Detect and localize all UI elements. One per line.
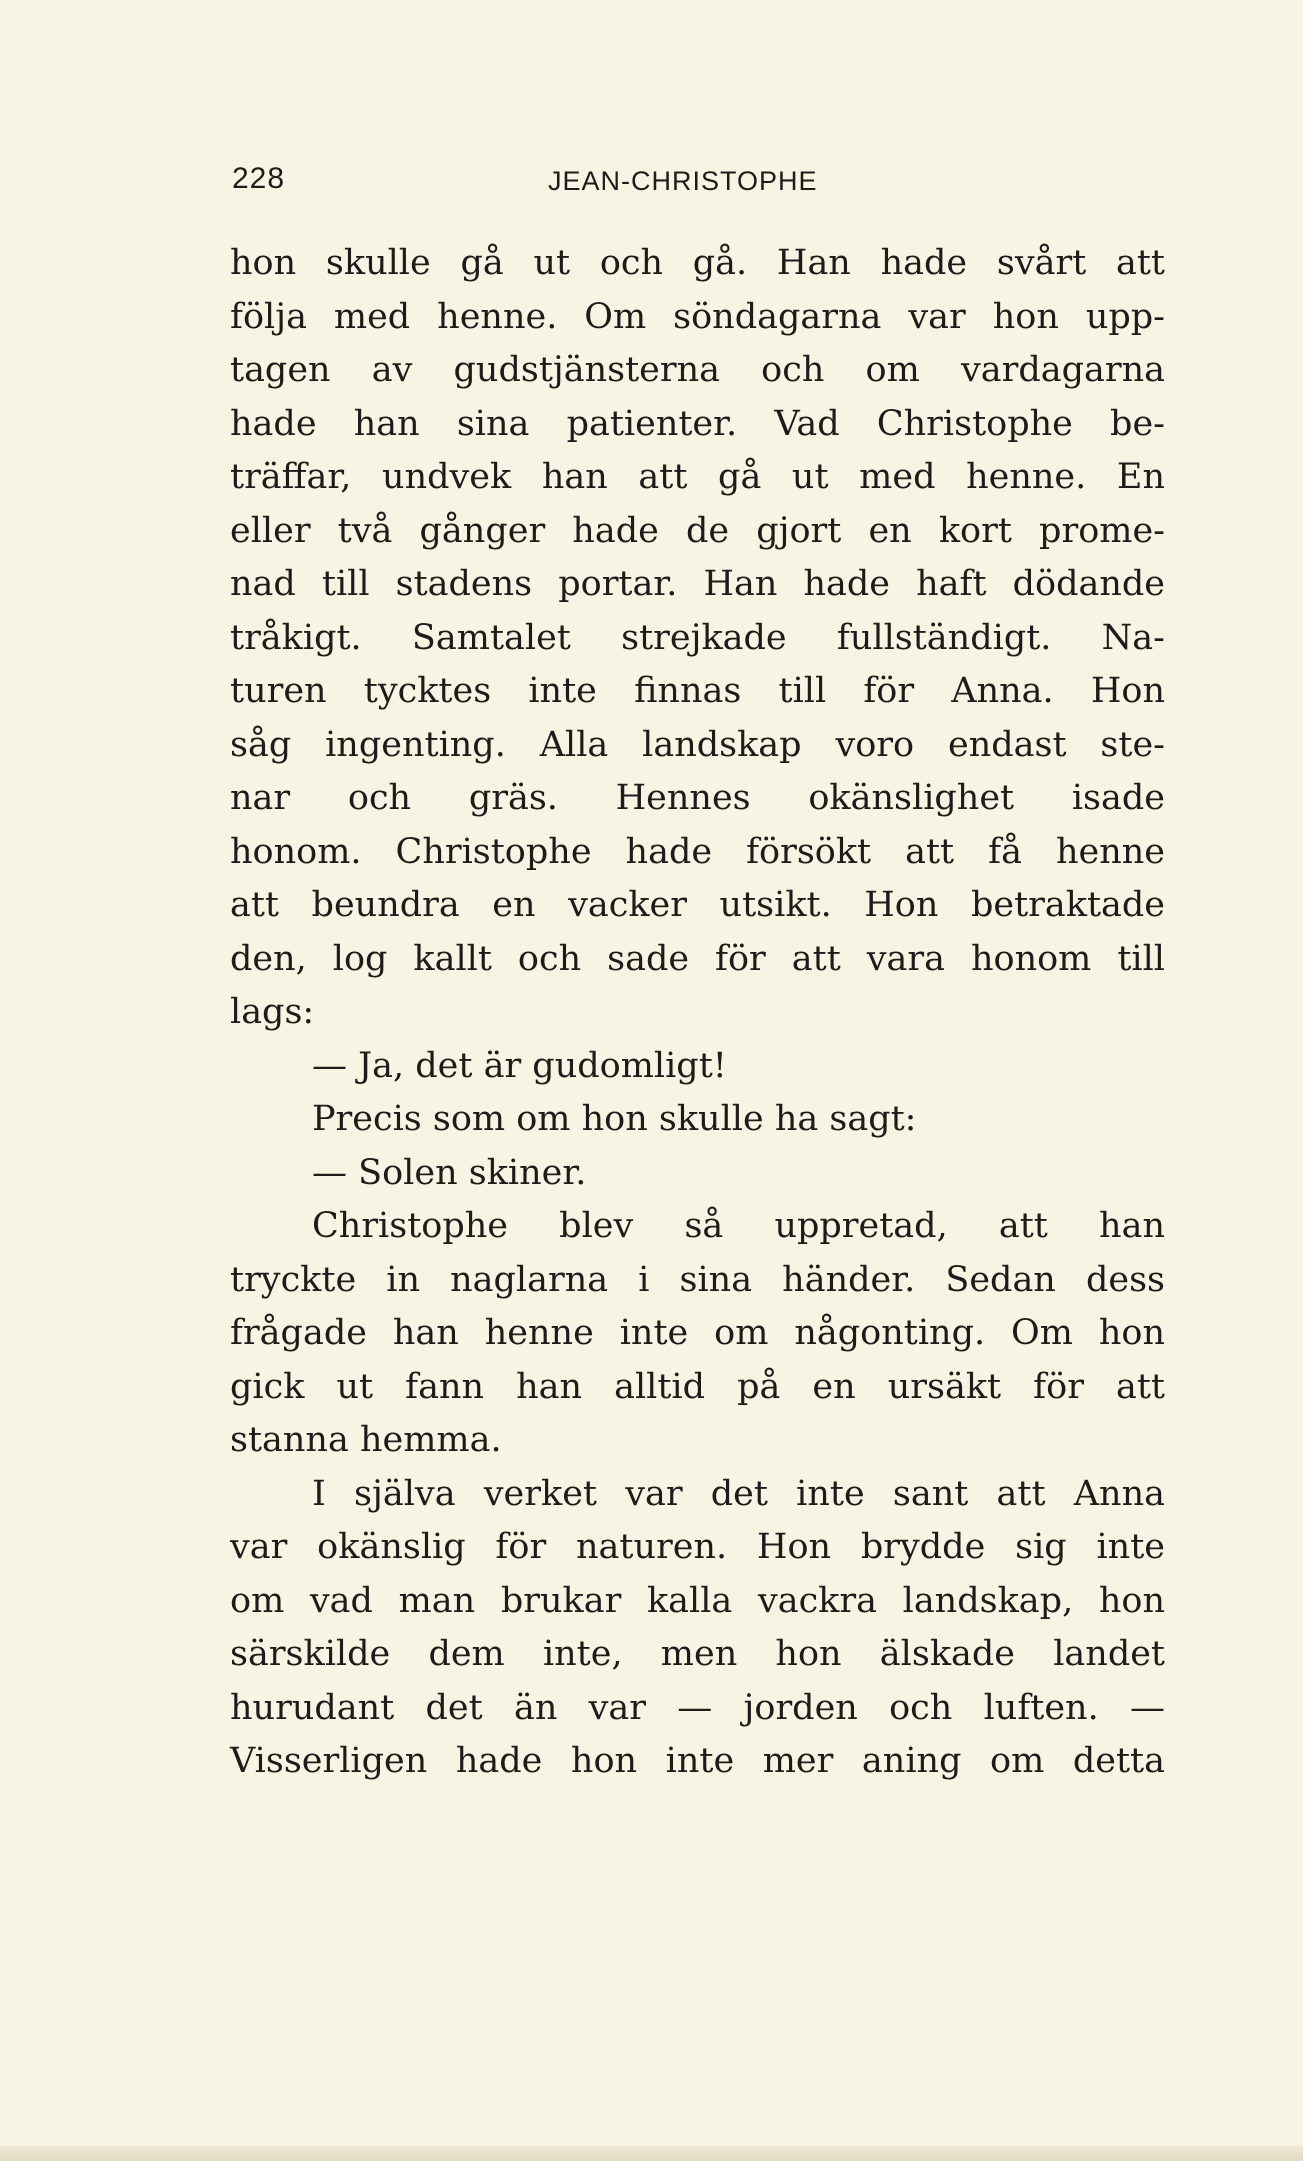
text-line: om vad man brukar kalla vackra landskap, hon <box>230 1580 1165 1621</box>
text-line: såg ingenting. Alla landskap voro endast ste- <box>230 724 1165 765</box>
dialogue-line: — Ja, det är gudomligt! <box>312 1045 727 1086</box>
text-line: nad till stadens portar. Han hade haft dödande <box>230 564 1165 604</box>
page-number: 228 <box>232 162 286 195</box>
body-text <box>230 237 1165 1789</box>
page-bottom-edge <box>0 2146 1303 2161</box>
text-line: tryckte in naglarna i sina händer. Sedan dess <box>230 1259 1165 1300</box>
text-line: eller två gånger hade de gjort en kort prome- <box>230 510 1165 551</box>
paragraph-start-line: Christophe blev så uppretad, att han <box>312 1206 1165 1246</box>
text-line: hurudant det än var — jorden och luften. — <box>230 1687 1165 1728</box>
text-line: var okänslig för naturen. Hon brydde sig inte <box>230 1527 1165 1567</box>
text-line: hade han sina patienter. Vad Christophe be- <box>230 403 1165 444</box>
text-line: tråkigt. Samtalet strejkade fullständigt. Na- <box>230 617 1165 658</box>
text-line: träffar, undvek han att gå ut med henne. En <box>230 457 1165 497</box>
text-line: nar och gräs. Hennes okänslighet isade <box>230 778 1165 818</box>
text-line: lags: <box>230 992 315 1032</box>
text-line: att beundra en vacker utsikt. Hon betraktade <box>230 885 1165 925</box>
text-line: Precis som om hon skulle ha sagt: <box>312 1099 917 1139</box>
text-line: frågade han henne inte om någonting. Om hon <box>230 1313 1165 1353</box>
text-line: den, log kallt och sade för att vara honom till <box>230 938 1165 979</box>
text-line: följa med henne. Om söndagarna var hon upp- <box>230 296 1165 337</box>
text-line: honom. Christophe hade försökt att få henne <box>230 831 1165 872</box>
text-line: hon skulle gå ut och gå. Han hade svårt att <box>230 243 1165 283</box>
text-line: särskilde dem inte, men hon älskade landet <box>230 1634 1165 1674</box>
text-line: stanna hemma. <box>230 1420 502 1460</box>
page-header <box>232 162 1162 202</box>
running-title: JEAN-CHRISTOPHE <box>548 166 818 196</box>
paragraph-start-line: I själva verket var det inte sant att Anna <box>312 1473 1165 1514</box>
dialogue-line: — Solen skiner. <box>312 1152 587 1193</box>
text-line: tagen av gudstjänsterna och om vardagarna <box>230 350 1165 390</box>
text-line: turen tycktes inte finnas till för Anna. Hon <box>230 671 1165 711</box>
text-line: gick ut fann han alltid på en ursäkt för att <box>230 1366 1165 1407</box>
text-line: Visserligen hade hon inte mer aning om detta <box>230 1741 1165 1781</box>
